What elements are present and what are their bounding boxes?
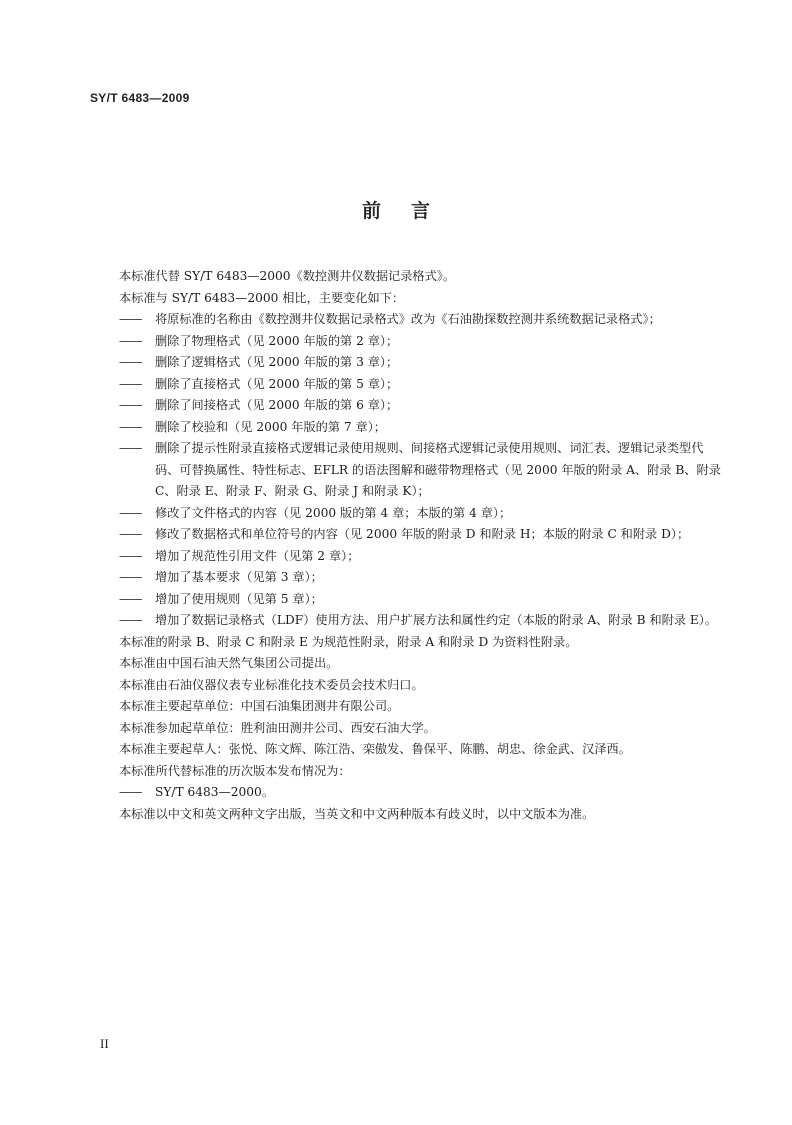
- list-item: —— 删除了直接格式（见 2000 年版的第 5 章）；: [119, 374, 725, 396]
- dash-marker: ——: [119, 333, 142, 348]
- dash-marker: ——: [119, 613, 142, 627]
- list-item: —— SY/T 6483—2000。: [119, 782, 725, 804]
- list-item: —— 修改了数据格式和单位符号的内容（见 2000 年版的附录 D 和附录 H；本版的附录 C 和附录 D）；: [119, 524, 725, 546]
- dash-marker: ——: [119, 398, 142, 412]
- list-item: —— 删除了间接格式（见 2000 年版的第 6 章）；: [119, 395, 725, 417]
- replacement-statement: 本标准代替 SY/T 6483—2000《数控测井仪数据记录格式》。: [119, 269, 456, 283]
- dash-marker: ——: [119, 441, 142, 455]
- dash-marker: ——: [119, 527, 142, 541]
- dash-marker: ——: [119, 548, 142, 563]
- committee-statement: 本标准由石油仪器仪表专业标准化技术委员会技术归口。: [119, 677, 424, 692]
- list-item: —— 将原标准的名称由《数控测井仪数据记录格式》改为《石油勘探数控测井系统数据记录格式》；: [119, 309, 725, 331]
- list-item: —— 删除了逻辑格式（见 2000 年版的第 3 章）；: [119, 352, 725, 374]
- page-title: 前言: [361, 200, 460, 222]
- main-drafter-unit: 本标准主要起草单位：中国石油集团测井有限公司。: [119, 699, 400, 713]
- participating-units: 本标准参加起草单位：胜利油田测井公司、西安石油大学。: [119, 720, 436, 735]
- appendix-statement: 本标准的附录 B、附录 C 和附录 E 为规范性附录，附录 A 和附录 D 为资料性附录。: [119, 634, 578, 649]
- changes-intro: 本标准与 SY/T 6483—2000 相比，主要变化如下：: [119, 290, 405, 305]
- dash-marker: ——: [119, 312, 142, 326]
- page-number: II: [100, 1036, 109, 1051]
- list-item: —— 增加了数据记录格式（LDF）使用方法、用户扩展方法和属性约定（本版的附录 A、附录 B 和附录 E）。: [119, 610, 725, 632]
- dash-marker: ——: [119, 376, 142, 391]
- history-intro: 本标准所代替标准的历次版本发布情况为：: [119, 763, 351, 778]
- proposer-statement: 本标准由中国石油天然气集团公司提出。: [119, 656, 339, 670]
- list-item: —— 修改了文件格式的内容（见 2000 版的第 4 章；本版的第 4 章）；: [119, 503, 725, 525]
- changes-list: [119, 309, 725, 632]
- dash-marker: ——: [119, 505, 142, 520]
- dash-marker: ——: [119, 591, 142, 606]
- dash-marker: ——: [119, 785, 142, 799]
- dash-marker: ——: [119, 419, 142, 434]
- dash-marker: ——: [119, 355, 142, 369]
- list-item: —— 增加了使用规则（见第 5 章）；: [119, 589, 725, 611]
- list-item: —— 删除了提示性附录直接格式逻辑记录使用规则、间接格式逻辑记录使用规则、词汇表、逻辑记录类型代码、可替换属性、特性标志、EFLR 的语法图解和磁带物理格式（见 2000 年版的附录 A、附录 B、附录 C、附录 E、附录 F、附录 G、附录 J 和附录 K）；: [119, 438, 725, 503]
- standard-code-header: SY/T 6483—2009: [90, 91, 190, 105]
- list-item: —— 增加了基本要求（见第 3 章）；: [119, 567, 725, 589]
- foreword-body: [119, 266, 725, 825]
- list-item: —— 增加了规范性引用文件（见第 2 章）；: [119, 546, 725, 568]
- main-drafters: 本标准主要起草人：张悦、陈文辉、陈江浩、栾傲发、鲁保平、陈鹏、胡忠、徐金武、汉泽西。: [119, 742, 631, 756]
- list-item: —— 删除了校验和（见 2000 年版的第 7 章）；: [119, 417, 725, 439]
- dash-marker: ——: [119, 570, 142, 584]
- language-statement: 本标准以中文和英文两种文字出版，当英文和中文两种版本有歧义时，以中文版本为准。: [119, 806, 595, 821]
- list-item: —— 删除了物理格式（见 2000 年版的第 2 章）；: [119, 331, 725, 353]
